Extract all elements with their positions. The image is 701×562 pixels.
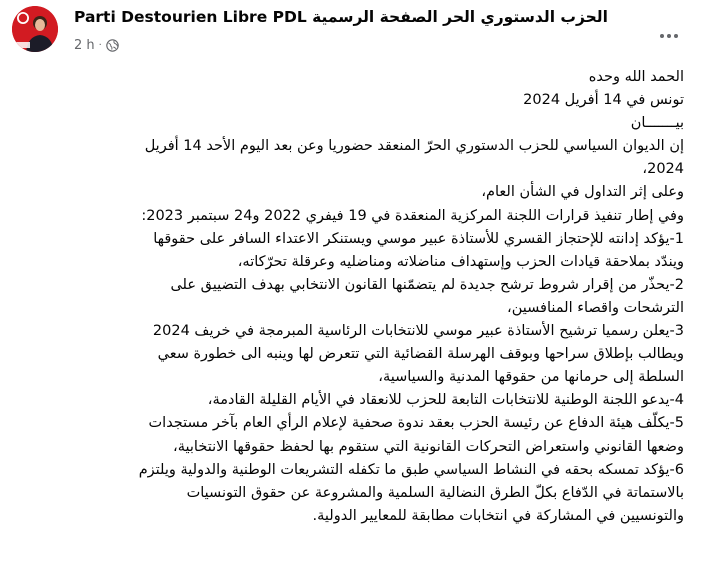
more-options-icon: [660, 34, 664, 38]
post-line: ويطالب بإطلاق سراحها وبوقف الهرسلة القضائية التي تتعرض لها وينبه الى خطورة سعي: [157, 346, 684, 363]
post-time[interactable]: 2 h: [74, 37, 95, 53]
post-line: وعلى إثر التداول في الشأن العام،: [481, 184, 684, 201]
post-line: وفي إطار تنفيذ قرارات اللجنة المركزية المنعقدة في 19 فيفري 2022 و24 سبتمبر 2023:: [141, 207, 684, 224]
post-line: 5-يكلّف هيئة الدفاع عن رئيسة الحزب بعقد ندوة صحفية لإعلام الرأي العام بآخر مستجدات: [148, 415, 684, 432]
post-line: 2-يحذّر من إقرار شروط ترشح جديدة لم يتضمّنها القانون الانتخابي بهدف التضييق على: [170, 276, 684, 293]
more-dot: [667, 34, 671, 38]
meta-separator: ·: [98, 39, 102, 51]
post-line: الحمد الله وحده: [588, 69, 684, 85]
post-line: 4-يدعو اللجنة الوطنية للانتخابات التابعة للحزب للانعقاد في الأيام القليلة القادمة،: [207, 392, 684, 409]
post-line: بالاستماتة في الدّفاع بكلّ الطرق النضالية السلمية والمشروعة عن حقوق التونسيات: [186, 484, 684, 501]
post-line: إن الديوان السياسي للحزب الدستوري الحرّ المنعقد حضوريا وعن بعد اليوم الأحد 14 أفريل: [144, 138, 684, 155]
post-line: ويندّد بملاحقة قيادات الحزب وإستهداف مناضلاته ومناضليه وعرقلة تحرّكاته،: [237, 253, 684, 270]
more-options-button[interactable]: [651, 18, 687, 54]
post-line: 1-يؤكد إدانته للإحتجاز القسري للأستاذة عبير موسي ويستنكر الاعتداء السافر على حقوقها: [153, 230, 684, 247]
page-name[interactable]: Parti Destourien Libre PDL الحزب الدستوري الحر الصفحة الرسمية: [74, 8, 608, 26]
post-line: تونس في 14 أفريل 2024: [523, 92, 684, 109]
post-line: 2024،: [642, 161, 684, 178]
post-line: وضعها القانوني واستعراض التحركات القانونية التي ستقوم بها لحفظ حقوقها الانتخابية،: [173, 438, 684, 455]
post-meta: [74, 36, 119, 54]
post-header: [0, 0, 701, 62]
post-line: الترشحات واقصاء المنافسين،: [507, 299, 684, 316]
post-body: [44, 66, 684, 528]
post-line: السلطة إلى حرمانها من حقوقها المدنية والسياسية،: [378, 369, 684, 386]
post-line: بيـــــــان: [630, 115, 684, 132]
post-line: والتونسيين في المشاركة في انتخابات مطابقة للمعايير الدولية.: [312, 507, 684, 524]
post-line: 3-يعلن رسميا ترشيح الأستاذة عبير موسي للانتخابات الرئاسية المبرمجة في خريف 2024: [152, 323, 684, 340]
page-avatar[interactable]: [12, 6, 58, 52]
globe-icon[interactable]: [106, 39, 119, 52]
avatar-portrait-icon: [12, 6, 58, 52]
more-dot: [674, 34, 678, 38]
post-line: 6-يؤكد تمسكه بحقه في النشاط السياسي طبق ما تكفله التشريعات الوطنية والدولية ويلتزم: [138, 461, 684, 478]
